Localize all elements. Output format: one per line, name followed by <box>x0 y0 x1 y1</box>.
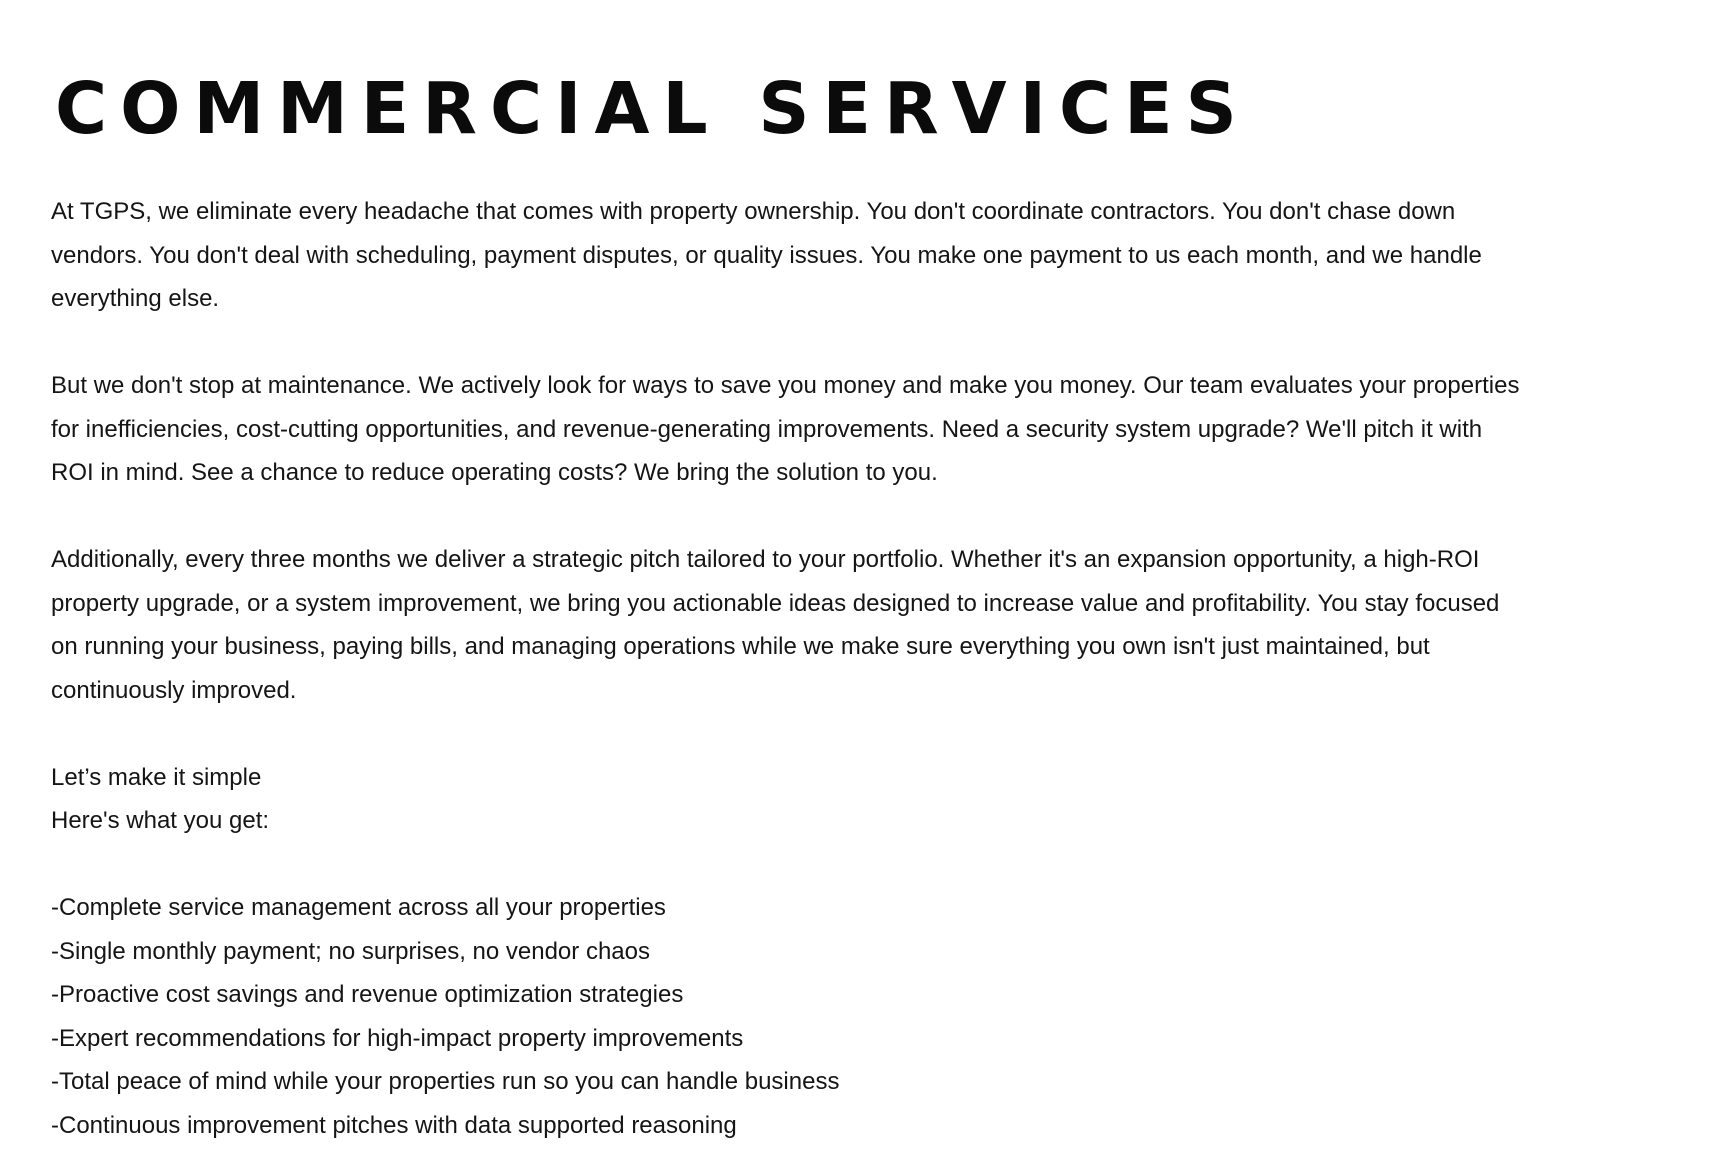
commercial-services-page <box>51 66 1681 1147</box>
benefit-item: -Single monthly payment; no surprises, no vendor chaos <box>51 937 650 965</box>
page-body <box>51 190 1681 1147</box>
page-title: COMMERCIAL SERVICES <box>55 67 1250 150</box>
summary-get-line: Here's what you get: <box>51 807 270 834</box>
savings-paragraph <box>51 364 1681 495</box>
benefit-item: -Continuous improvement pitches with data supported reasoning <box>51 1111 737 1139</box>
strategy-paragraph <box>51 538 1681 712</box>
benefit-item: -Complete service management across all your properties <box>51 894 666 921</box>
benefit-item: -Proactive cost savings and revenue optimization strategies <box>51 981 684 1008</box>
strategy-line: continuously improved. <box>51 676 297 704</box>
savings-line: ROI in mind. See a chance to reduce operating costs? We bring the solution to you. <box>51 459 938 486</box>
intro-line: At TGPS, we eliminate every headache that comes with property ownership. You don't coordinate contractors. You don't chase down <box>51 198 1456 225</box>
savings-line: But we don't stop at maintenance. We actively look for ways to save you money and make you money. Our team evaluates your properties <box>51 372 1520 399</box>
strategy-line: Additionally, every three months we deliver a strategic pitch tailored to your portfolio. Whether it's an expansion opportunity, a high-ROI <box>51 546 1480 573</box>
savings-line: for inefficiencies, cost-cutting opportunities, and revenue-generating improvements. Need a security system upgrade? We'll pitch it with <box>51 415 1483 443</box>
intro-paragraph <box>51 190 1681 321</box>
benefit-item: -Expert recommendations for high-impact property improvements <box>51 1024 744 1052</box>
benefits-list <box>51 886 1681 1147</box>
strategy-line: property upgrade, or a system improvement, we bring you actionable ideas designed to increase value and profitability. You stay focused <box>51 589 1500 617</box>
summary-paragraph <box>51 756 1681 843</box>
intro-line: vendors. You don't deal with scheduling, payment disputes, or quality issues. You make one payment to us each month, and we handle <box>51 241 1482 269</box>
strategy-line: on running your business, paying bills, and managing operations while we make sure everything you own isn't just maintained, but <box>51 633 1430 660</box>
summary-simple-line: Let’s make it simple <box>51 763 262 791</box>
benefit-item: -Total peace of mind while your properties run so you can handle business <box>51 1068 840 1095</box>
intro-line: everything else. <box>51 285 220 312</box>
